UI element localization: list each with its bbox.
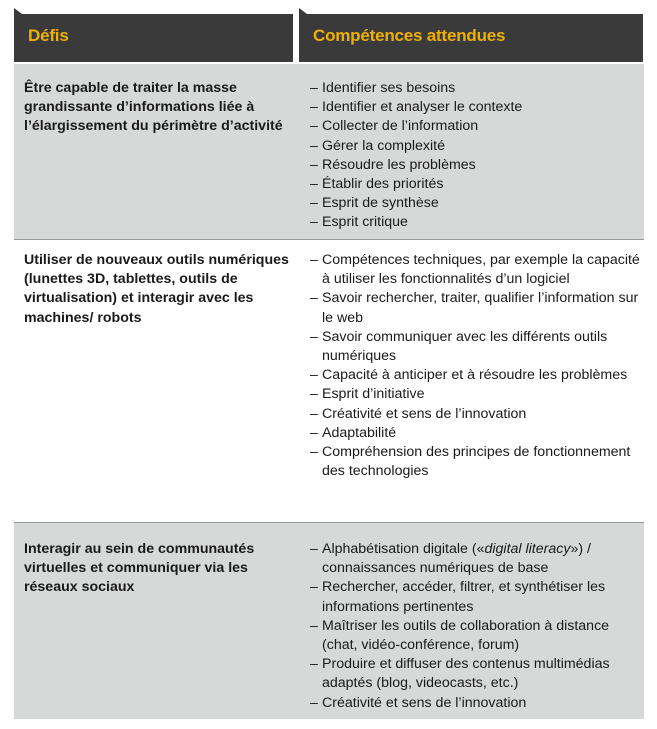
column-header-competences xyxy=(299,14,643,62)
list-item: – Créativité et sens de l’innovation xyxy=(310,694,527,711)
list-item: – Esprit critique xyxy=(310,214,408,231)
list-item: – Identifier ses besoins xyxy=(310,80,456,96)
list-item: – Esprit de synthèse xyxy=(310,195,439,212)
list-item: – Identifier et analyser le contexte xyxy=(310,99,523,116)
list-item: – Alphabétisation digitale («digital literacy») / connaissances numériques de base xyxy=(310,541,591,577)
header-tab-notch xyxy=(14,8,22,14)
column-header-defis xyxy=(14,14,293,62)
defi-text: Interagir au sein de communautés virtuelles et communiquer via les réseaux sociaux xyxy=(24,541,255,596)
competences-list xyxy=(310,540,640,713)
list-item: – Résoudre les problèmes xyxy=(310,156,476,173)
list-item: – Établir des priorités xyxy=(310,176,444,193)
list-item: – Rechercher, accéder, filtrer, et synthétiser les informations pertinentes xyxy=(310,579,606,615)
list-item: – Produire et diffuser des contenus multimédias adaptés (blog, videocasts, etc.) xyxy=(310,656,610,692)
list-item: – Adaptabilité xyxy=(310,424,397,441)
list-item: – Maîtriser les outils de collaboration à distance (chat, vidéo-conférence, forum) xyxy=(310,617,610,654)
list-item: – Esprit d’initiative xyxy=(310,386,425,403)
header-tab-notch xyxy=(299,8,307,14)
header-defis-label: Défis xyxy=(28,26,69,45)
defi-text: Utiliser de nouveaux outils numériques (lunettes 3D, tablettes, outils de virtualisation) et interagir avec les machines/ robots xyxy=(24,252,289,326)
list-item: – Créativité et sens de l’innovation xyxy=(310,405,527,422)
table-row xyxy=(14,523,644,719)
table-row xyxy=(14,240,644,522)
table-row xyxy=(14,64,644,239)
header-competences-label: Compétences attendues xyxy=(313,26,506,45)
list-item: – Compréhension des principes de fonctionnement des technologies xyxy=(310,444,631,480)
competences-list xyxy=(310,251,640,481)
list-item: – Capacité à anticiper et à résoudre les problèmes xyxy=(310,367,628,384)
competences-list xyxy=(310,79,640,233)
list-item: – Gérer la complexité xyxy=(310,137,446,154)
list-item: – Collecter de l’information xyxy=(310,118,479,135)
list-item: – Compétences techniques, par exemple la capacité à utiliser les fonctionnalités d’un logiciel xyxy=(310,252,640,288)
list-item: – Savoir rechercher, traiter, qualifier l’information sur le web xyxy=(310,290,639,326)
defi-text: Être capable de traiter la masse grandissante d’informations liée à l’élargissement du périmètre d’activité xyxy=(24,80,283,135)
list-item: – Savoir communiquer avec les différents outils numériques xyxy=(310,328,608,365)
